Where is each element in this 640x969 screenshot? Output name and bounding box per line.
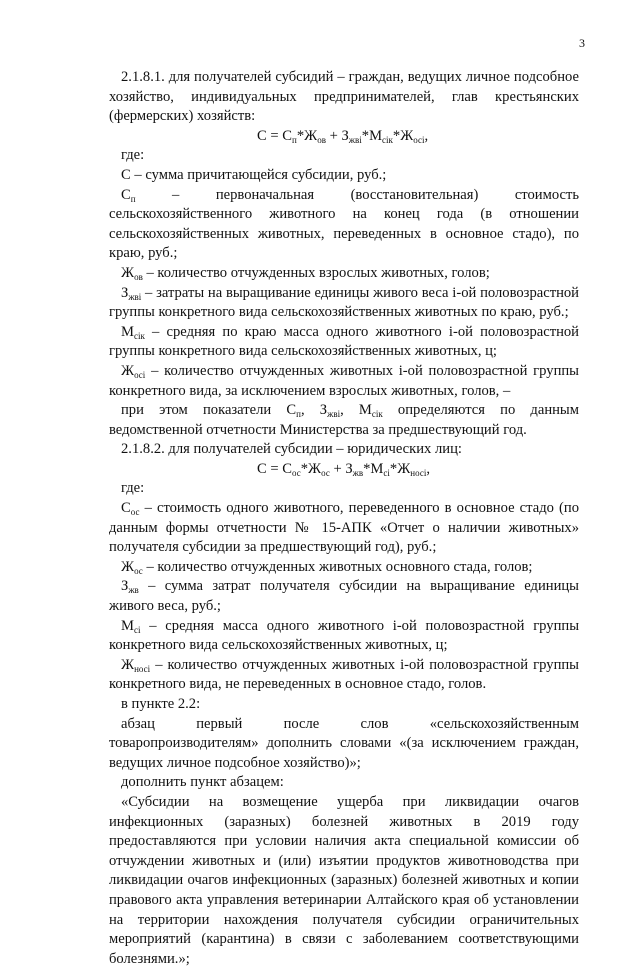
formula-1: $С = С_п*Ж_{ов} + З_{жвi}*М_{сiк}*Ж_{осi}$, [257,127,429,145]
definition-msik: $М_{сiк}$ – средняя по краю масса одного животного i-ой половозрастной группы конкретного вида сельскохозяйственных животных, ц; [109,323,579,360]
formula-2: $С = С_{ос}*Ж_{ос} + З_{жв}*М_{сi}*Ж_{носi}$, [257,460,430,478]
paragraph-amendment: абзац первый после слов «сельскохозяйственным товаропроизводителям» дополнить словами «(за исключением граждан, ведущих личное подсобное хозяйство)»; [109,715,579,771]
definition-zzhv: $З_{жв}$ – сумма затрат получателя субсидии на выращивание единицы живого веса, руб.; [109,578,579,615]
definition-zhos: $Ж_{ос}$ – количество отчужденных животных основного стада, голов; [121,558,533,576]
definition-zhov: $Ж_{ов}$ – количество отчужденных взрослых животных, голов; [121,264,490,282]
where-label-1: где: [121,147,145,164]
paragraph-quoted-clause: «Субсидии на возмещение ущерба при ликвидации очагов инфекционных (заразных) болезней животных в 2019 году предоставляются при условии наличия акта специальной комиссии об отчуждении животных и (или) изъятии продуктов животноводства при ликвидации очагов инфекционных (заразных) болезней животных и копии правового акта управления ветеринарии Алтайского края об установлении на территории нахождения получателя субсидии ограничительных мероприятий (карантина) в связи с заболеванием соответствующими болезнями.»; [109,793,579,967]
definition-zhnosi: $Ж_{носi}$ – количество отчужденных животных i-ой половозрастной группы конкретного вида, не переведенных в основное стадо, голов. [109,656,579,693]
page-number: 3 [579,36,585,50]
definition-zhosi: $Ж_{осi}$ – количество отчужденных животных i-ой половозрастной группы конкретного вида, за исключением взрослых животных, голов, – [109,362,579,399]
where-label-2: где: [121,480,145,497]
definition-zzhvi: $З_{жвi}$ – затраты на выращивание единицы живого веса i-ой половозрастной группы конкретного вида сельскохозяйственных животных по краю, руб.; [109,284,579,321]
definition-c: С – сумма причитающейся субсидии, руб.; [121,166,387,183]
indicators-note: при этом показатели $С_п$, $З_{жвi}$, $М_{сiк}$ определяются по данным ведомственной отчетности Министерства за предшествующий год. [109,402,579,438]
paragraph-2-1-8-2: 2.1.8.2. для получателей субсидии – юридических лиц: [121,441,462,458]
paragraph-point-2-2: в пункте 2.2: [121,696,201,712]
paragraph-2-1-8-1: 2.1.8.1. для получателей субсидий – граждан, ведущих личное подсобное хозяйство, индивидуальных предпринимателей, глав крестьянских (фермерских) хозяйств: [109,69,579,125]
document-body [109,68,579,969]
paragraph-add-clause: дополнить пункт абзацем: [121,774,284,791]
definition-cp: $С_п$ – первоначальная (восстановительная) стоимость сельскохозяйственного животного на конец года (в отношении сельскохозяйственных животных, переведенных в основное стадо), по краю, руб.; [109,186,579,262]
definition-msi: $М_{сi}$ – средняя масса одного животного i-ой половозрастной группы конкретного вида сельскохозяйственных животных, ц; [109,617,579,654]
definition-cos: $С_{ос}$ – стоимость одного животного, переведенного в основное стадо (по данным формы отчетности № 15-АПК «Отчет о наличии животных» получателя субсидии за предшествующий год), руб.; [109,500,579,556]
